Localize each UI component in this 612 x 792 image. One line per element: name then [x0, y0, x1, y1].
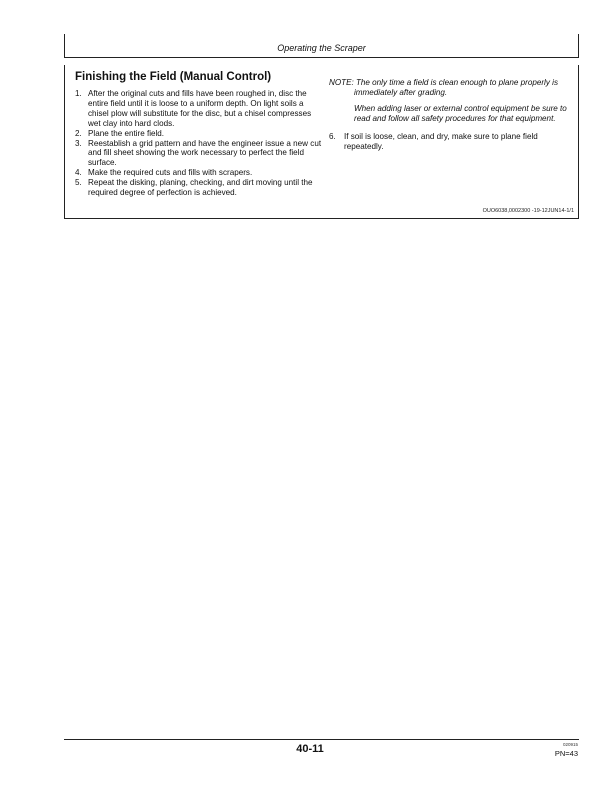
reference-code: OUO6038,0002300 -19-12JUN14-1/1 [482, 208, 574, 214]
step-number: 3. [75, 138, 82, 148]
step-number: 2. [75, 128, 82, 138]
step-number: 5. [75, 178, 82, 188]
right-column [329, 78, 574, 151]
list-item [75, 178, 325, 198]
step-text: Repeat the disking, planing, checking, and dirt moving until the required degree of perfection is achieved. [88, 178, 313, 198]
step-text: Reestablish a grid pattern and have the engineer issue a new cut and fill sheet showing the work necessary to perfect the field surface. [88, 138, 322, 168]
list-item [329, 132, 574, 152]
step-text: Make the required cuts and fills with scrapers. [88, 168, 253, 178]
footer-rule [64, 739, 579, 740]
step-text: After the original cuts and fills have been roughed in, disc the entire field until it is loose to a uniform depth. On light soils a chisel plow will substitute for the disc, but a chisel compresses wet clay into hard clods. [88, 89, 312, 128]
step-number: 4. [75, 168, 82, 178]
list-item [75, 139, 325, 169]
section-title: Finishing the Field (Manual Control) [75, 71, 272, 83]
running-header-title: Operating the Scraper [277, 43, 366, 53]
footer-pn: PN=43 [554, 749, 578, 758]
step-number: 6. [329, 131, 336, 141]
list-item [75, 89, 325, 129]
page-number: 40-11 [296, 743, 324, 755]
note-block [329, 78, 574, 124]
note-text: NOTE: The only time a field is clean enough to plane properly is immediately after grading. [329, 78, 558, 97]
header-rule [64, 57, 579, 58]
list-item [75, 168, 325, 178]
step-list [75, 89, 325, 198]
content-box [64, 65, 579, 219]
step-number: 1. [75, 89, 82, 98]
note-text-safety: When adding laser or external control equipment be sure to read and follow all safety procedures for that equipment. [354, 103, 567, 123]
footer-code: 020915 [562, 742, 578, 747]
list-item [75, 129, 325, 139]
step-text: If soil is loose, clean, and dry, make sure to plane field repeatedly. [344, 131, 538, 151]
step-text: Plane the entire field. [88, 128, 165, 138]
left-column [75, 71, 325, 198]
